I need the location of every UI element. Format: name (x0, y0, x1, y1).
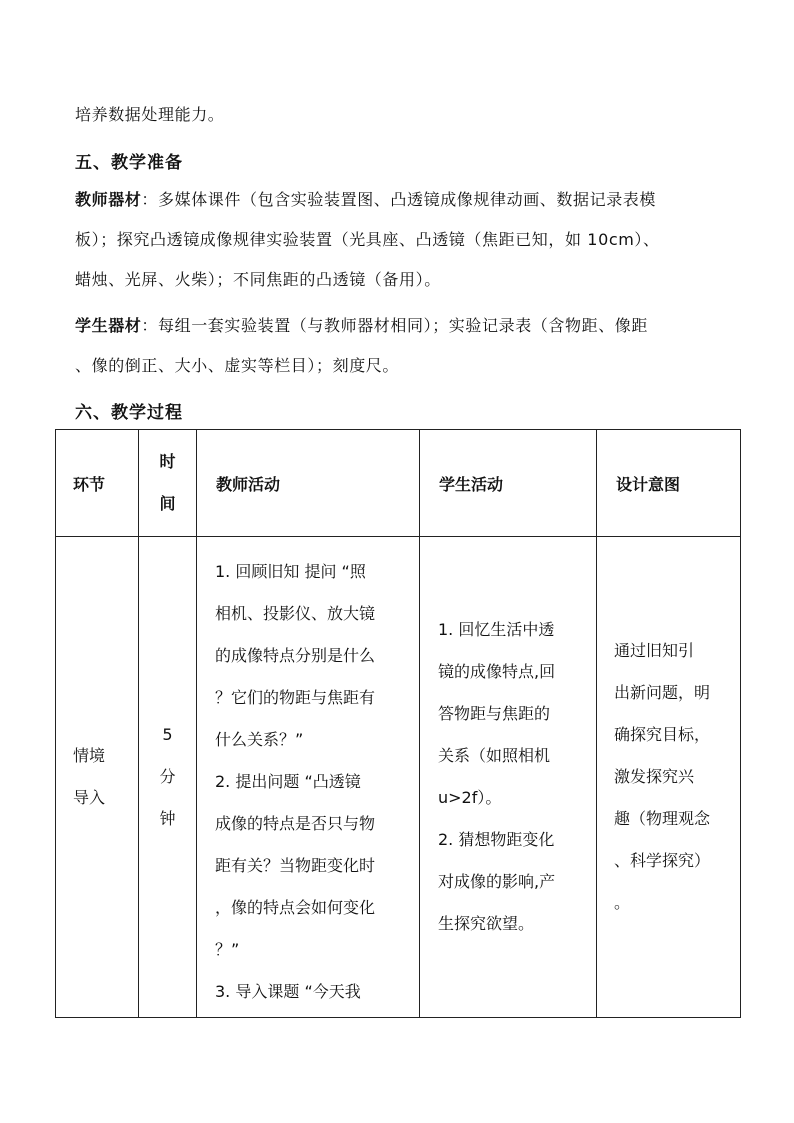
student-equipment-line-2: 、像的倒正、大小、虚实等栏目）；刻度尺。 (75, 356, 400, 375)
header-time: 时 间 (139, 430, 197, 537)
student-equipment-paragraph (75, 306, 735, 386)
header-student-activity: 学生活动 (420, 430, 597, 537)
header-design-intent: 设计意图 (597, 430, 741, 537)
teaching-process-table (55, 429, 741, 1018)
student-equipment-line-1: 学生器材：每组一套实验装置（与教师器材相同）；实验记录表（含物距、像距 (75, 316, 649, 335)
section6-heading: 六、教学过程 (75, 403, 183, 423)
student-equipment-label: 学生器材 (75, 316, 142, 335)
teacher-equipment-line-3: 蜡烛、光屏、火柴）；不同焦距的凸透镜（备用）。 (75, 270, 441, 289)
table-header-row (56, 430, 741, 537)
teacher-equipment-line-2: 板）；探究凸透镜成像规律实验装置（光具座、凸透镜（焦距已知，如 10cm）、 (75, 230, 660, 249)
section5-heading: 五、教学准备 (75, 153, 183, 173)
teacher-equipment-line-1: 教师器材：多媒体课件（包含实验装置图、凸透镜成像规律动画、数据记录表模 (75, 190, 657, 209)
header-stage: 环节 (56, 430, 139, 537)
stage-cell: 情境 导入 (56, 537, 139, 1018)
design-intent-cell: 通过旧知引 出新问题，明 确探究目标， 激发探究兴 趣（物理观念 、科学探究） 。 (597, 537, 741, 1018)
table-row (56, 537, 741, 1018)
header-teacher-activity: 教师活动 (197, 430, 420, 537)
intro-line: 培养数据处理能力。 (75, 105, 225, 124)
time-cell: 5 分 钟 (139, 537, 197, 1018)
intro-paragraph (75, 95, 735, 135)
teacher-equipment-label: 教师器材 (75, 190, 142, 209)
student-activity-cell: 1. 回忆生活中透 镜的成像特点,回 答物距与焦距的 关系（如照相机 u>2f）。 2. 猜想物距变化 对成像的影响,产 生探究欲望。 (420, 537, 597, 1018)
teacher-equipment-paragraph (75, 180, 735, 300)
teacher-activity-cell: 1. 回顾旧知 提问 “照 相机、投影仪、放大镜 的成像特点分别是什么 ？它们的物距与焦距有 什么关系？” 2. 提出问题 “凸透镜 成像的特点是否只与物 距有关？当物距变化时 ，像的特点会如何变化 ？” 3. 导入课题 “今天我 (197, 537, 420, 1018)
